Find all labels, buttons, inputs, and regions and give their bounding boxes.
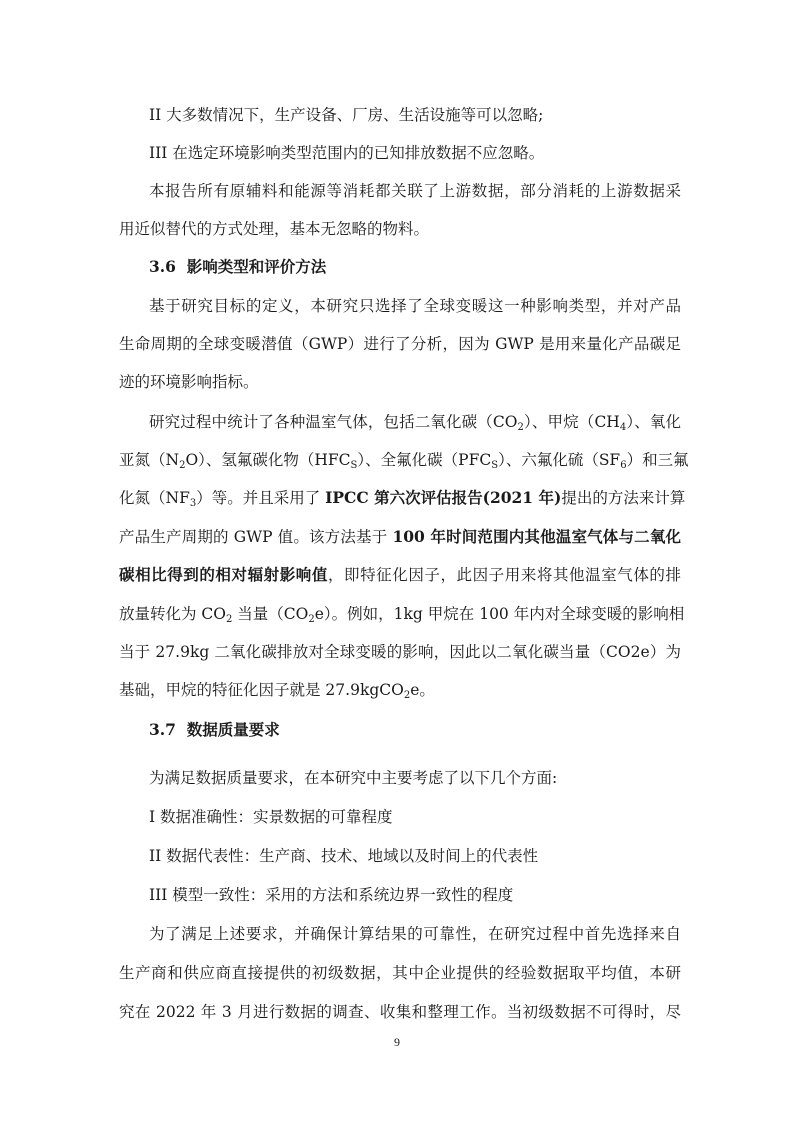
quality-list-item: III 模型一致性：采用的方法和系统边界一致性的程度 <box>149 886 514 904</box>
bold-text-run: IPCC 第六次评估报告(2021 年) <box>325 488 562 507</box>
text-run: 提出的方法来计算 <box>561 489 686 507</box>
section-heading-3-6 <box>149 257 681 277</box>
page-number: 9 <box>394 1035 400 1049</box>
paragraph-upstream-line-2: 用近似替代的方式处理，基本无忽略的物料。 <box>119 220 430 238</box>
text-run: e。 <box>410 681 435 699</box>
text-run: 亚氮（N <box>119 451 180 469</box>
text-run: e）。例如，1kg 甲烷在 100 年内对全球变暖的影响相 <box>314 605 685 623</box>
paragraph-gases-line-4 <box>119 527 681 547</box>
quality-list-item: I 数据准确性：实景数据的可靠程度 <box>149 808 393 826</box>
paragraph-gases-line-1 <box>149 412 681 432</box>
paragraph-gases-line-5 <box>119 565 681 585</box>
paragraph-gases-line-6 <box>119 604 685 625</box>
section-heading-3-7 <box>149 720 681 740</box>
paragraph-quality-intro: 为满足数据质量要求，在本研究中主要考虑了以下几个方面: <box>149 769 558 787</box>
subscript: 6 <box>620 460 627 471</box>
text-run: ，即特征化因子，此因子用来将其他温室气体的排 <box>327 566 681 584</box>
subscript: 2 <box>308 614 315 625</box>
paragraph-gases-line-2 <box>119 450 689 471</box>
subscript: 2 <box>226 614 233 625</box>
subscript: 2 <box>403 690 411 701</box>
text-run: ）、全氟化碳（PFC <box>357 451 492 469</box>
text-run: 化氮（NF <box>119 489 190 507</box>
paragraph-gases-line-8 <box>119 680 681 700</box>
text-run: 放量转化为 CO <box>119 605 226 623</box>
text-run: ）和三氟 <box>626 451 689 469</box>
section-title: 数据质量要求 <box>186 720 280 739</box>
subscript: 4 <box>619 422 627 433</box>
section-number: 3.7 <box>149 720 176 739</box>
paragraph-final-line-2: 生产商和供应商直接提供的初级数据，其中企业提供的经验数据取平均值，本研 <box>119 964 681 982</box>
subscript: 2 <box>179 460 186 471</box>
subscript: S <box>350 460 358 471</box>
text-run: 研究过程中统计了各种温室气体，包括二氧化碳（CO <box>149 413 518 431</box>
section-number: 3.6 <box>149 257 176 276</box>
subscript: 2 <box>517 422 524 433</box>
text-run: O）、氢氟碳化物（HFC <box>185 451 351 469</box>
text-run: ）、甲烷（CH <box>523 413 620 431</box>
text-run: 产品生产周期的 GWP 值。该方法基于 <box>119 528 393 546</box>
text-run: 当量（CO <box>232 605 309 623</box>
subscript: 3 <box>189 498 197 509</box>
section-title: 影响类型和评价方法 <box>186 257 327 276</box>
paragraph-gases-line-7: 当于 27.9kg 二氧化碳排放对全球变暖的影响，因此以二氧化碳当量（CO2e）为 <box>119 643 681 661</box>
paragraph-upstream-line-1: 本报告所有原辅料和能源等消耗都关联了上游数据，部分消耗的上游数据采 <box>149 182 681 200</box>
list-item-iii: III 在选定环境影响类型范围内的已知排放数据不应忽略。 <box>149 144 545 162</box>
quality-list-item: II 数据代表性：生产商、技术、地域以及时间上的代表性 <box>149 847 539 865</box>
paragraph-gases-line-3 <box>119 488 686 509</box>
bold-text-run: 100 年时间范围内其他温室气体与二氧化 <box>392 527 681 546</box>
list-item-ii: II 大多数情况下，生产设备、厂房、生活设施等可以忽略; <box>149 106 544 124</box>
paragraph-gwp-line-1: 基于研究目标的定义，本研究只选择了全球变暖这一种影响类型，并对产品 <box>149 297 681 315</box>
text-run: 基础，甲烷的特征化因子就是 27.9kgCO <box>119 681 404 699</box>
text-run: ）、六氟化硫（SF <box>498 451 621 469</box>
text-run: ）、氧化 <box>626 413 681 431</box>
bold-text-run: 碳相比得到的相对辐射影响值 <box>119 565 328 584</box>
paragraph-final-line-1: 为了满足上述要求，并确保计算结果的可靠性，在研究过程中首先选择来自 <box>149 925 681 943</box>
paragraph-final-line-3: 究在 2022 年 3 月进行数据的调查、收集和整理工作。当初级数据不可得时，尽 <box>119 1003 681 1021</box>
paragraph-gwp-line-2: 生命周期的全球变暖潜值（GWP）进行了分析，因为 GWP 是用来量化产品碳足 <box>119 335 681 353</box>
paragraph-gwp-line-3: 迹的环境影响指标。 <box>119 373 259 391</box>
subscript: S <box>491 460 499 471</box>
text-run: ）等。并且采用了 <box>196 489 326 507</box>
